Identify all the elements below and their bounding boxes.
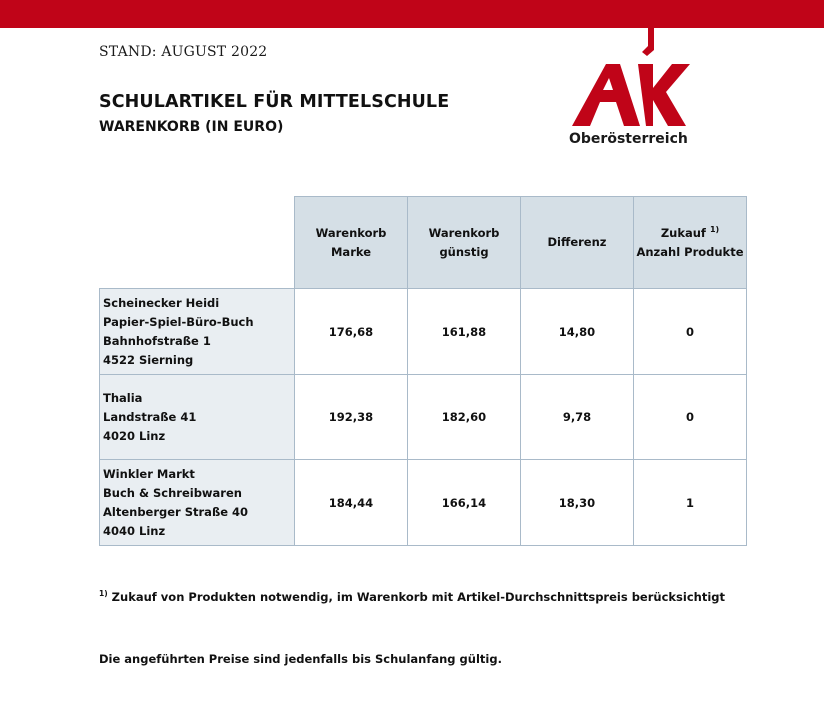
header-row (100, 197, 747, 289)
store-name: Winkler Markt (103, 466, 195, 481)
footnote (99, 590, 725, 604)
logo-letters-text: AK (560, 28, 562, 29)
header-line: günstig (439, 244, 489, 259)
header-warenkorb-guenstig (408, 197, 521, 289)
store-street: Landstraße 41 (103, 409, 197, 424)
top-red-bar (0, 0, 824, 28)
header-line: Anzahl Produkte (636, 244, 744, 259)
value-zukauf: 0 (634, 289, 747, 375)
header-differenz (521, 197, 634, 289)
value-zukauf: 0 (634, 375, 747, 460)
footnote-marker: 1) (99, 589, 108, 599)
page-title: SCHULARTIKEL FÜR MITTELSCHULE (99, 92, 450, 112)
header-zukauf (634, 197, 747, 289)
store-cell (100, 289, 295, 375)
value-guenstig: 161,88 (408, 289, 521, 375)
table-row (100, 460, 747, 546)
value-marke: 176,68 (295, 289, 408, 375)
logo-letter-k (638, 64, 690, 126)
header-line: Marke (330, 244, 371, 259)
footnote-text: Zukauf von Produkten notwendig, im Warenkorb mit Artikel-Durchschnittspreis berücksichtigt (111, 590, 726, 604)
header-warenkorb-marke (295, 197, 408, 289)
stand-date: STAND: AUGUST 2022 (99, 44, 268, 60)
logo-region-label: Oberösterreich (569, 131, 688, 147)
price-table (99, 196, 747, 546)
header-blank-cell (100, 197, 295, 289)
store-cell (100, 375, 295, 460)
store-city: 4040 Linz (103, 523, 166, 538)
value-marke: 192,38 (295, 375, 408, 460)
logo-letter-a (572, 64, 640, 126)
page-subtitle: WARENKORB (IN EURO) (99, 119, 284, 135)
header-line: Warenkorb (428, 225, 500, 240)
store-cell (100, 460, 295, 546)
value-differenz: 14,80 (521, 289, 634, 375)
store-line: Papier-Spiel-Büro-Buch (103, 314, 254, 329)
store-city: 4020 Linz (103, 428, 166, 443)
validity-note: Die angeführten Preise sind jedenfalls bis Schulanfang gültig. (99, 652, 502, 666)
table-row (100, 289, 747, 375)
store-name: Thalia (103, 390, 143, 405)
value-guenstig: 166,14 (408, 460, 521, 546)
table-row (100, 375, 747, 460)
header-line: Warenkorb (315, 225, 387, 240)
header-line: Zukauf (660, 225, 706, 240)
store-street: Bahnhofstraße 1 (103, 333, 211, 348)
value-zukauf: 1 (634, 460, 747, 546)
store-street: Altenberger Straße 40 (103, 504, 249, 519)
store-name: Scheinecker Heidi (103, 295, 220, 310)
value-marke: 184,44 (295, 460, 408, 546)
footnote-ref: 1) (709, 224, 720, 234)
logo-hook (642, 28, 654, 56)
value-differenz: 9,78 (521, 375, 634, 460)
value-guenstig: 182,60 (408, 375, 521, 460)
store-line: Buch & Schreibwaren (103, 485, 242, 500)
header-line: Differenz (547, 235, 607, 249)
value-differenz: 18,30 (521, 460, 634, 546)
store-city: 4522 Sierning (103, 352, 194, 367)
